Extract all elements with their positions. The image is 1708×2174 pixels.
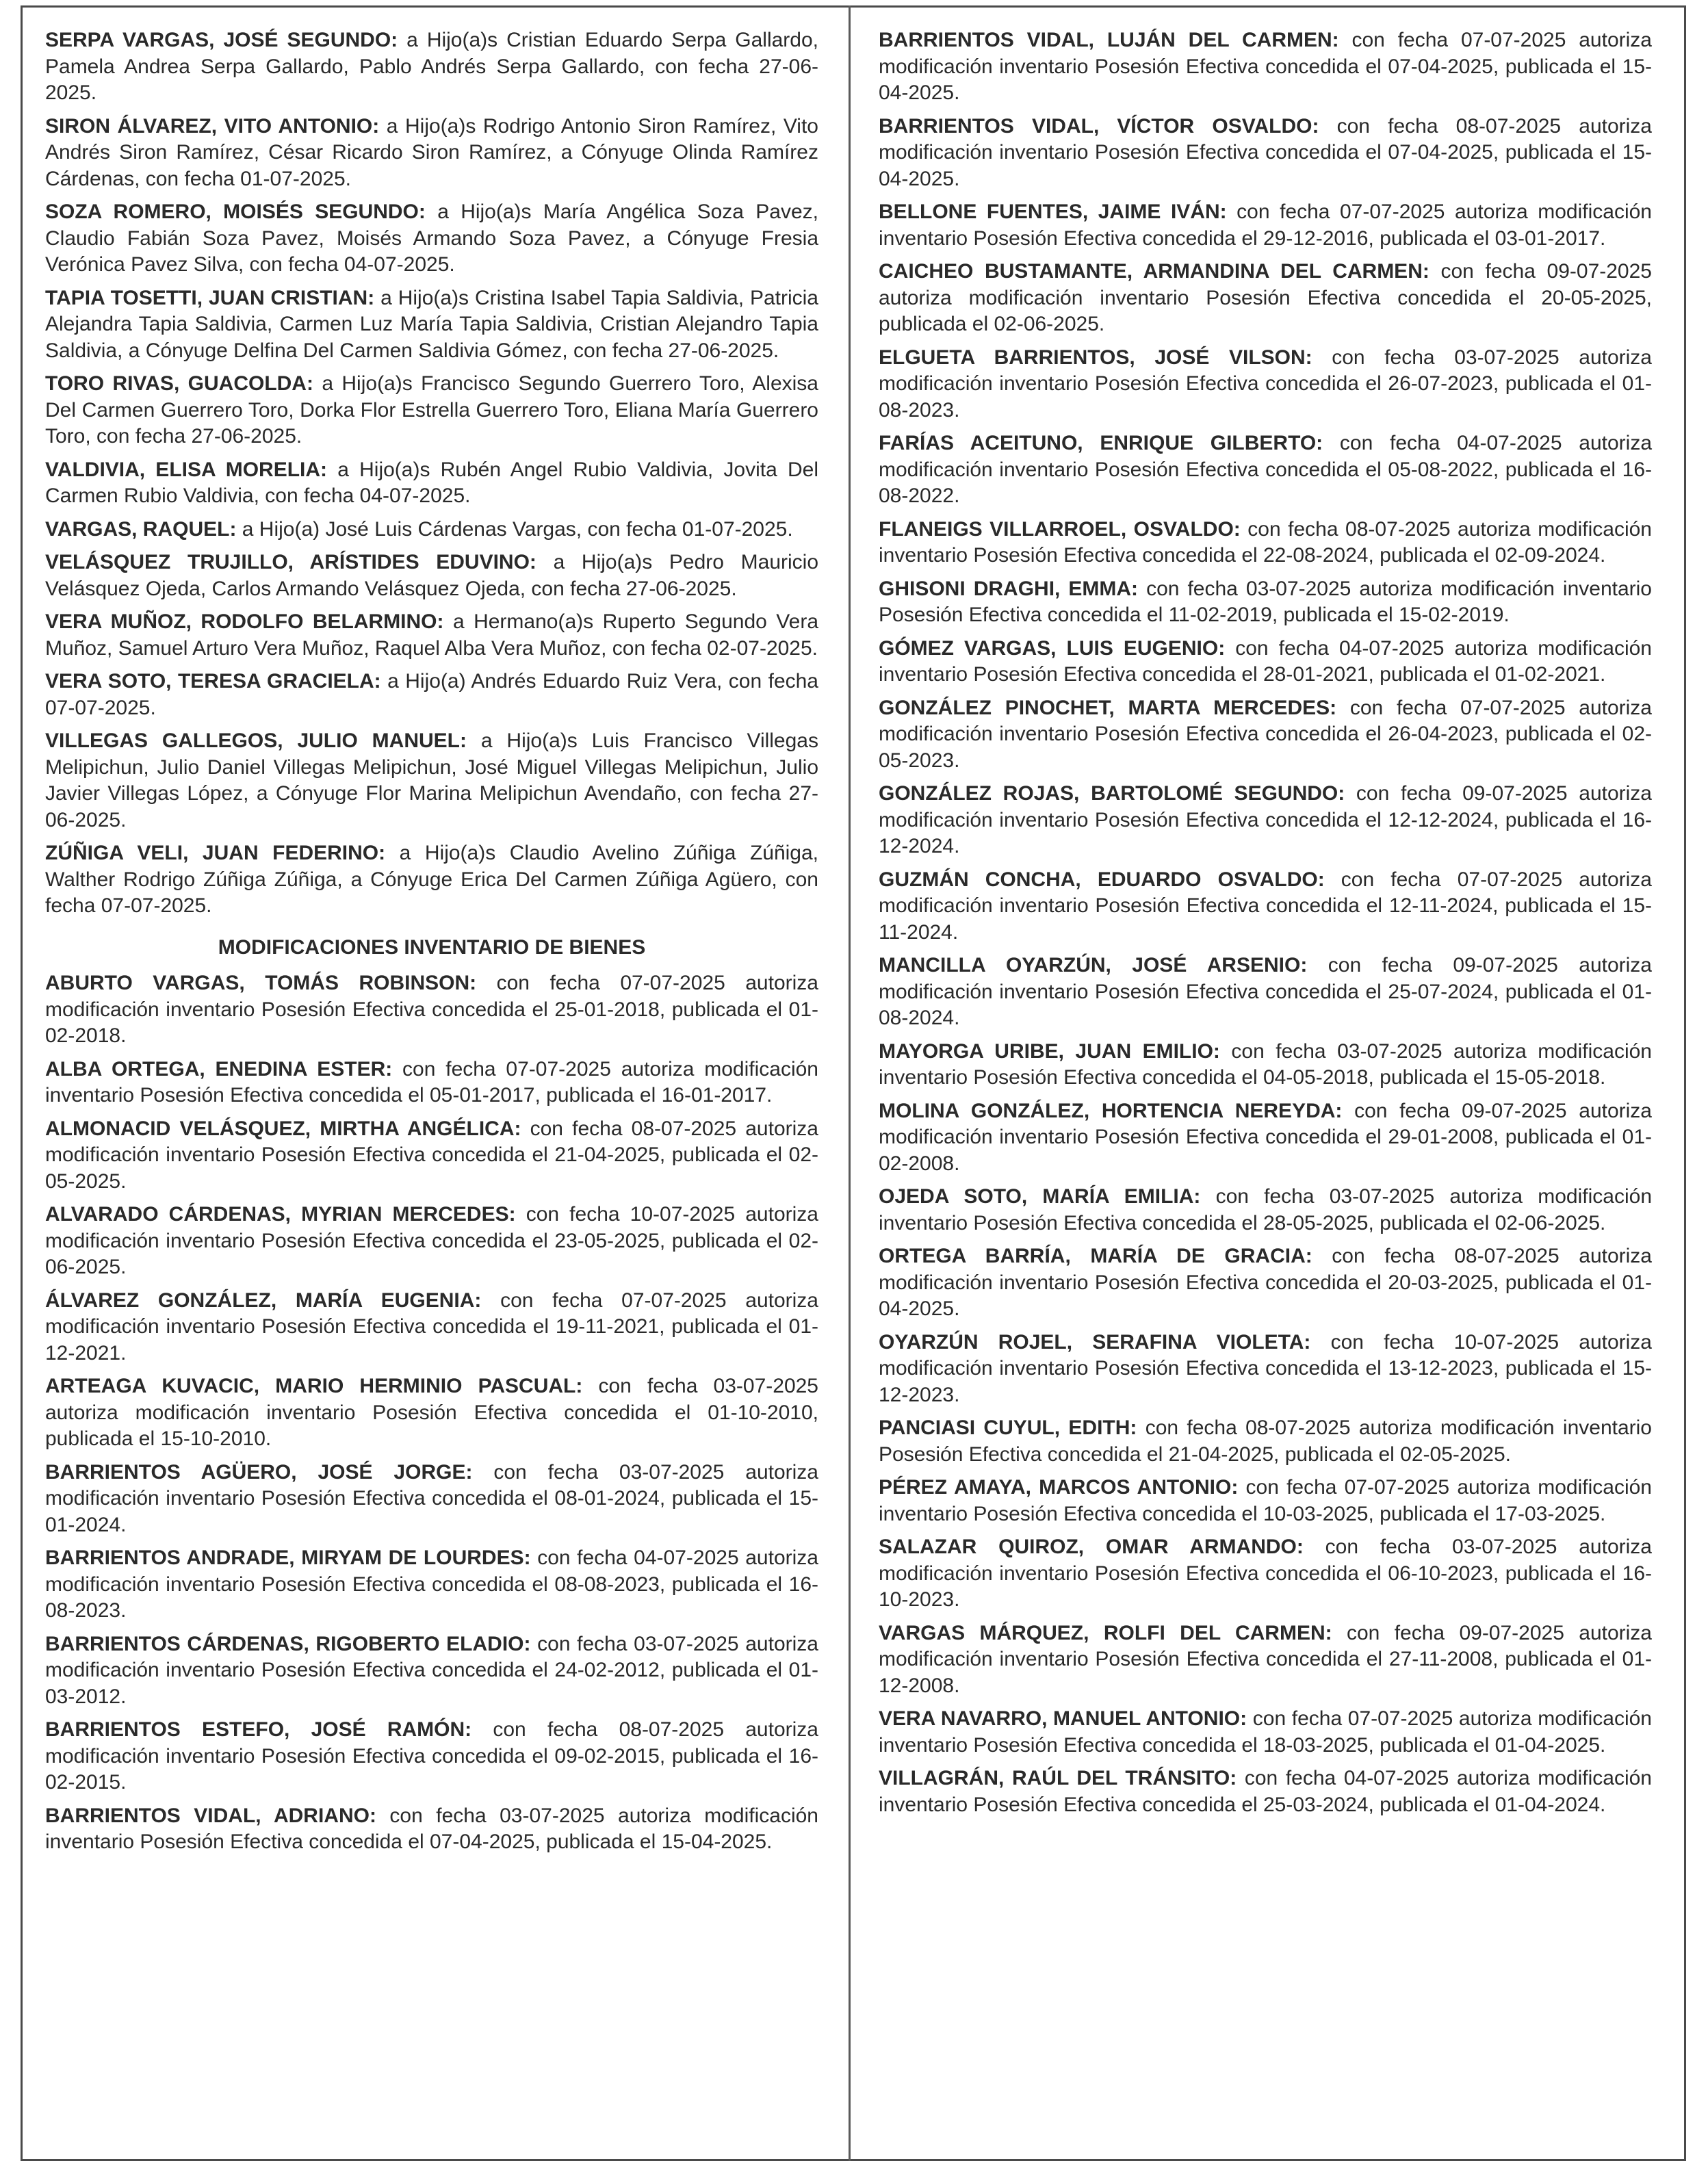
entry-name: VARGAS MÁRQUEZ, ROLFI DEL CARMEN: bbox=[879, 1621, 1332, 1644]
entry-text: con fecha 03-07-2025 autoriza modificación inventario Posesión Efectiva concedida el 11-02-2019, publicada el 15-02-2019. bbox=[879, 577, 1652, 626]
entry-name: SERPA VARGAS, JOSÉ SEGUNDO: bbox=[45, 29, 398, 51]
entry bbox=[879, 517, 1652, 569]
entry bbox=[879, 1039, 1652, 1091]
entry bbox=[45, 517, 818, 543]
entry-text: a Hijo(a)s Rubén Angel Rubio Valdivia, Jovita Del Carmen Rubio Valdivia, con fecha 04-07-2025. bbox=[45, 458, 818, 507]
entry bbox=[45, 1545, 818, 1625]
entry bbox=[45, 114, 818, 193]
entry-name: BARRIENTOS VIDAL, ADRIANO: bbox=[45, 1804, 376, 1827]
entry-text: con fecha 09-07-2025 autoriza modificación inventario Posesión Efectiva concedida el 20-05-2025, publicada el 02-06-2025. bbox=[879, 260, 1652, 335]
entry bbox=[879, 1098, 1652, 1178]
entry-text: con fecha 03-07-2025 autoriza modificación inventario Posesión Efectiva concedida el 24-02-2012, publicada el 01-03-2012. bbox=[45, 1632, 818, 1708]
entry-name: GONZÁLEZ PINOCHET, MARTA MERCEDES: bbox=[879, 696, 1337, 719]
entry-name: SALAZAR QUIROZ, OMAR ARMANDO: bbox=[879, 1536, 1304, 1558]
entry bbox=[45, 1460, 818, 1539]
entry-text: con fecha 04-07-2025 autoriza modificación inventario Posesión Efectiva concedida el 08-08-2023, publicada el 16-08-2023. bbox=[45, 1547, 818, 1622]
entry-name: ELGUETA BARRIENTOS, JOSÉ VILSON: bbox=[879, 346, 1312, 369]
entry-name: MAYORGA URIBE, JUAN EMILIO: bbox=[879, 1039, 1220, 1063]
entry-name: ORTEGA BARRÍA, MARÍA DE GRACIA: bbox=[879, 1245, 1312, 1267]
entry bbox=[879, 1330, 1652, 1409]
entry-text: con fecha 07-07-2025 autoriza modificación inventario Posesión Efectiva concedida el 18-03-2025, publicada el 01-04-2025. bbox=[879, 1707, 1652, 1757]
entry-name: TAPIA TOSETTI, JUAN CRISTIAN: bbox=[45, 286, 375, 309]
entry bbox=[879, 1706, 1652, 1759]
entry bbox=[45, 285, 818, 365]
entry-text: con fecha 09-07-2025 autoriza modificación inventario Posesión Efectiva concedida el 12-12-2024, publicada el 16-12-2024. bbox=[879, 782, 1652, 857]
entry-name: BARRIENTOS ESTEFO, JOSÉ RAMÓN: bbox=[45, 1718, 472, 1741]
entry-name: PANCIASI CUYUL, EDITH: bbox=[879, 1416, 1137, 1439]
entry bbox=[879, 636, 1652, 688]
entry-text: con fecha 07-07-2025 autoriza modificación inventario Posesión Efectiva concedida el 19-11-2021, publicada el 01-12-2021. bbox=[45, 1289, 818, 1364]
entry-name: BARRIENTOS VIDAL, LUJÁN DEL CARMEN: bbox=[879, 29, 1339, 51]
entry bbox=[45, 1373, 818, 1453]
entry-text: con fecha 03-07-2025 autoriza modificación inventario Posesión Efectiva concedida el 28-05-2025, publicada el 02-06-2025. bbox=[879, 1185, 1652, 1234]
right-column bbox=[879, 27, 1652, 1825]
entry-name: VILLAGRÁN, RAÚL DEL TRÁNSITO: bbox=[879, 1767, 1237, 1789]
entry-name: GONZÁLEZ ROJAS, BARTOLOMÉ SEGUNDO: bbox=[879, 782, 1345, 805]
entry bbox=[879, 867, 1652, 946]
entry bbox=[879, 1534, 1652, 1614]
entry bbox=[879, 114, 1652, 193]
entry-name: SOZA ROMERO, MOISÉS SEGUNDO: bbox=[45, 200, 426, 223]
section-heading: MODIFICACIONES INVENTARIO DE BIENES bbox=[218, 935, 646, 959]
entry-text: con fecha 07-07-2025 autoriza modificación inventario Posesión Efectiva concedida el 10-03-2025, publicada el 17-03-2025. bbox=[879, 1476, 1652, 1525]
entry-name: BARRIENTOS CÁRDENAS, RIGOBERTO ELADIO: bbox=[45, 1632, 531, 1655]
entry-text: con fecha 08-07-2025 autoriza modificación inventario Posesión Efectiva concedida el 21-04-2025, publicada el 02-05-2025. bbox=[879, 1416, 1652, 1466]
entry-text: a Hermano(a)s Ruperto Segundo Vera Muñoz, Samuel Arturo Vera Muñoz, Raquel Alba Vera Muñoz, con fecha 02-07-2025. bbox=[45, 610, 819, 660]
entry bbox=[879, 781, 1652, 860]
entry-text: con fecha 08-07-2025 autoriza modificación inventario Posesión Efectiva concedida el 21-04-2025, publicada el 02-05-2025. bbox=[45, 1117, 818, 1193]
entry-name: ÁLVAREZ GONZÁLEZ, MARÍA EUGENIA: bbox=[45, 1289, 482, 1312]
entry bbox=[879, 695, 1652, 775]
entry bbox=[879, 953, 1652, 1032]
entry-text: con fecha 07-07-2025 autoriza modificación inventario Posesión Efectiva concedida el 07-04-2025, publicada el 15-04-2025. bbox=[879, 29, 1652, 104]
entry bbox=[879, 1765, 1652, 1818]
entry bbox=[45, 199, 818, 279]
entry bbox=[879, 1243, 1652, 1323]
entry-text: con fecha 09-07-2025 autoriza modificación inventario Posesión Efectiva concedida el 27-11-2008, publicada el 01-12-2008. bbox=[879, 1621, 1652, 1697]
entry-text: con fecha 07-07-2025 autoriza modificación inventario Posesión Efectiva concedida el 25-01-2018, publicada el 01-02-2018. bbox=[45, 972, 818, 1047]
entry bbox=[879, 1184, 1652, 1237]
left-column bbox=[45, 27, 818, 1863]
entry-text: con fecha 08-07-2025 autoriza modificación inventario Posesión Efectiva concedida el 22-08-2024, publicada el 02-09-2024. bbox=[879, 517, 1652, 567]
entry-name: MOLINA GONZÁLEZ, HORTENCIA NEREYDA: bbox=[879, 1099, 1343, 1122]
entry-name: VALDIVIA, ELISA MORELIA: bbox=[45, 458, 328, 481]
entry bbox=[879, 1620, 1652, 1700]
entry-text: con fecha 09-07-2025 autoriza modificación inventario Posesión Efectiva concedida el 29-01-2008, publicada el 01-02-2008. bbox=[879, 1099, 1652, 1175]
entry-name: BARRIENTOS ANDRADE, MIRYAM DE LOURDES: bbox=[45, 1547, 531, 1569]
entry-name: VERA NAVARRO, MANUEL ANTONIO: bbox=[879, 1707, 1247, 1730]
entry-name: VERA MUÑOZ, RODOLFO BELARMINO: bbox=[45, 610, 444, 633]
entry-name: PÉREZ AMAYA, MARCOS ANTONIO: bbox=[879, 1476, 1239, 1499]
entry-text: con fecha 03-07-2025 autoriza modificación inventario Posesión Efectiva concedida el 07-04-2025, publicada el 15-04-2025. bbox=[45, 1804, 818, 1853]
entry-text: con fecha 03-07-2025 autoriza modificación inventario Posesión Efectiva concedida el 06-10-2023, publicada el 16-10-2023. bbox=[879, 1536, 1652, 1611]
entry-text: con fecha 07-07-2025 autoriza modificación inventario Posesión Efectiva concedida el 29-12-2016, publicada el 03-01-2017. bbox=[879, 200, 1652, 250]
entry-text: a Hijo(a)s Rodrigo Antonio Siron Ramírez, Vito Andrés Siron Ramírez, César Ricardo Siron Ramírez, a Cónyuge Olinda Ramírez Cárdenas, con fecha 01-07-2025. bbox=[45, 114, 818, 190]
entry-text: con fecha 10-07-2025 autoriza modificación inventario Posesión Efectiva concedida el 23-05-2025, publicada el 02-06-2025. bbox=[45, 1203, 818, 1278]
entry bbox=[45, 1057, 818, 1109]
entry bbox=[45, 27, 818, 107]
entry bbox=[45, 1288, 818, 1367]
modification-entries-left bbox=[45, 970, 818, 1856]
entry-text: a Hijo(a)s Pedro Mauricio Velásquez Ojeda, Carlos Armando Velásquez Ojeda, con fecha 27-06-2025. bbox=[45, 551, 819, 600]
entry bbox=[879, 1415, 1652, 1468]
entry-text: a Hijo(a)s Luis Francisco Villegas Melipichun, Julio Daniel Villegas Melipichun, José Miguel Villegas Melipichun, Julio Javier Villegas López, a Cónyuge Flor Marina Melipichun Avendaño, con fecha 27-06-2025. bbox=[45, 729, 818, 831]
entry-name: SIRON ÁLVAREZ, VITO ANTONIO: bbox=[45, 114, 380, 138]
entry-text: a Hijo(a)s María Angélica Soza Pavez, Claudio Fabián Soza Pavez, Moisés Armando Soza Pavez, a Cónyuge Fresia Verónica Pavez Silva, con fecha 04-07-2025. bbox=[45, 200, 818, 276]
entry bbox=[45, 669, 818, 721]
entry bbox=[879, 259, 1652, 338]
entry bbox=[45, 371, 818, 450]
entry-name: GUZMÁN CONCHA, EDUARDO OSVALDO: bbox=[879, 868, 1325, 891]
entry-text: con fecha 03-07-2025 autoriza modificación inventario Posesión Efectiva concedida el 04-05-2018, publicada el 15-05-2018. bbox=[879, 1039, 1652, 1089]
entry bbox=[879, 27, 1652, 107]
entry-text: a Hijo(a) José Luis Cárdenas Vargas, con fecha 01-07-2025. bbox=[236, 517, 793, 541]
entry-text: a Hijo(a)s Claudio Avelino Zúñiga Zúñiga, Walther Rodrigo Zúñiga Zúñiga, a Cónyuge Erica Del Carmen Zúñiga Agüero, con fecha 07-07-2025. bbox=[45, 842, 819, 917]
entry-name: VILLEGAS GALLEGOS, JULIO MANUEL: bbox=[45, 729, 467, 752]
entry bbox=[45, 970, 818, 1050]
entry-text: con fecha 08-07-2025 autoriza modificación inventario Posesión Efectiva concedida el 09-02-2015, publicada el 16-02-2015. bbox=[45, 1718, 818, 1794]
entry-text: con fecha 03-07-2025 autoriza modificación inventario Posesión Efectiva concedida el 26-07-2023, publicada el 01-08-2023. bbox=[879, 346, 1652, 422]
entry-name: MANCILLA OYARZÚN, JOSÉ ARSENIO: bbox=[879, 954, 1308, 976]
entry-name: CAICHEO BUSTAMANTE, ARMANDINA DEL CARMEN: bbox=[879, 260, 1429, 283]
entry bbox=[879, 576, 1652, 629]
entry-text: con fecha 07-07-2025 autoriza modificación inventario Posesión Efectiva concedida el 05-01-2017, publicada el 16-01-2017. bbox=[45, 1057, 818, 1107]
entry-text: con fecha 10-07-2025 autoriza modificación inventario Posesión Efectiva concedida el 13-12-2023, publicada el 15-12-2023. bbox=[879, 1330, 1652, 1406]
inheritance-entries bbox=[45, 27, 818, 920]
column-divider bbox=[849, 5, 851, 2161]
entry-text: con fecha 03-07-2025 autoriza modificación inventario Posesión Efectiva concedida el 01-10-2010, publicada el 15-10-2010. bbox=[45, 1375, 818, 1450]
entry-name: ALVARADO CÁRDENAS, MYRIAN MERCEDES: bbox=[45, 1203, 516, 1226]
entry-text: con fecha 07-07-2025 autoriza modificación inventario Posesión Efectiva concedida el 26-04-2023, publicada el 02-05-2023. bbox=[879, 696, 1652, 772]
entry-text: a Hijo(a)s Francisco Segundo Guerrero Toro, Alexisa Del Carmen Guerrero Toro, Dorka Flor Estrella Guerrero Toro, Eliana María Guerrero Toro, con fecha 27-06-2025. bbox=[45, 372, 818, 448]
entry-text: con fecha 04-07-2025 autoriza modificación inventario Posesión Efectiva concedida el 28-01-2021, publicada el 01-02-2021. bbox=[879, 636, 1652, 686]
entry-text: a Hijo(a)s Cristian Eduardo Serpa Gallardo, Pamela Andrea Serpa Gallardo, Pablo Andrés Serpa Gallardo, con fecha 27-06-2025. bbox=[45, 29, 818, 104]
entry-name: GHISONI DRAGHI, EMMA: bbox=[879, 577, 1139, 600]
entry bbox=[45, 1717, 818, 1796]
entry bbox=[45, 1116, 818, 1195]
entry-name: ARTEAGA KUVACIC, MARIO HERMINIO PASCUAL: bbox=[45, 1375, 583, 1397]
entry-name: VARGAS, RAQUEL: bbox=[45, 517, 237, 541]
entry-text: a Hijo(a) Andrés Eduardo Ruiz Vera, con fecha 07-07-2025. bbox=[45, 670, 818, 719]
entry-name: VELÁSQUEZ TRUJILLO, ARÍSTIDES EDUVINO: bbox=[45, 551, 536, 573]
entry-text: con fecha 08-07-2025 autoriza modificación inventario Posesión Efectiva concedida el 07-04-2025, publicada el 15-04-2025. bbox=[879, 114, 1652, 190]
entry bbox=[45, 840, 818, 920]
entry bbox=[879, 199, 1652, 252]
entry-name: ALBA ORTEGA, ENEDINA ESTER: bbox=[45, 1057, 393, 1080]
entry bbox=[879, 1475, 1652, 1527]
entry bbox=[45, 549, 818, 602]
entry-name: GÓMEZ VARGAS, LUIS EUGENIO: bbox=[879, 636, 1226, 660]
entry-text: con fecha 08-07-2025 autoriza modificación inventario Posesión Efectiva concedida el 20-03-2025, publicada el 01-04-2025. bbox=[879, 1245, 1652, 1320]
entry bbox=[45, 1803, 818, 1856]
entry-name: FLANEIGS VILLARROEL, OSVALDO: bbox=[879, 517, 1241, 541]
entry-name: TORO RIVAS, GUACOLDA: bbox=[45, 372, 313, 395]
entry-name: BARRIENTOS AGÜERO, JOSÉ JORGE: bbox=[45, 1460, 473, 1484]
entry bbox=[45, 1202, 818, 1281]
entry bbox=[879, 345, 1652, 424]
entry-name: ALMONACID VELÁSQUEZ, MIRTHA ANGÉLICA: bbox=[45, 1117, 521, 1140]
entry-name: ZÚÑIGA VELI, JUAN FEDERINO: bbox=[45, 842, 386, 864]
entry-text: con fecha 09-07-2025 autoriza modificación inventario Posesión Efectiva concedida el 25-07-2024, publicada el 01-08-2024. bbox=[879, 954, 1652, 1029]
entry-name: OYARZÚN ROJEL, SERAFINA VIOLETA: bbox=[879, 1330, 1311, 1354]
entry bbox=[45, 457, 818, 510]
entry-name: ABURTO VARGAS, TOMÁS ROBINSON: bbox=[45, 972, 477, 994]
entry-text: con fecha 04-07-2025 autoriza modificación inventario Posesión Efectiva concedida el 05-08-2022, publicada el 16-08-2022. bbox=[879, 432, 1652, 507]
entry-name: BARRIENTOS VIDAL, VÍCTOR OSVALDO: bbox=[879, 114, 1319, 138]
entry bbox=[45, 1631, 818, 1711]
entry-text: con fecha 03-07-2025 autoriza modificación inventario Posesión Efectiva concedida el 08-01-2024, publicada el 15-01-2024. bbox=[45, 1460, 818, 1536]
entry bbox=[879, 430, 1652, 510]
entry-name: BELLONE FUENTES, JAIME IVÁN: bbox=[879, 200, 1227, 223]
entry-name: FARÍAS ACEITUNO, ENRIQUE GILBERTO: bbox=[879, 432, 1323, 454]
entry-text: a Hijo(a)s Cristina Isabel Tapia Saldivia, Patricia Alejandra Tapia Saldivia, Carmen Luz María Tapia Saldivia, Cristian Alejandro Tapia Saldivia, a Cónyuge Delfina Del Carmen Saldivia Gómez, con fecha 27-06-2025. bbox=[45, 286, 818, 362]
entry bbox=[45, 609, 818, 662]
entry-text: con fecha 04-07-2025 autoriza modificación inventario Posesión Efectiva concedida el 25-03-2024, publicada el 01-04-2024. bbox=[879, 1767, 1652, 1816]
entry-name: VERA SOTO, TERESA GRACIELA: bbox=[45, 670, 381, 693]
entry-name: OJEDA SOTO, MARÍA EMILIA: bbox=[879, 1185, 1201, 1208]
entry-text: con fecha 07-07-2025 autoriza modificación inventario Posesión Efectiva concedida el 12-11-2024, publicada el 15-11-2024. bbox=[879, 868, 1652, 944]
entry bbox=[45, 728, 818, 833]
